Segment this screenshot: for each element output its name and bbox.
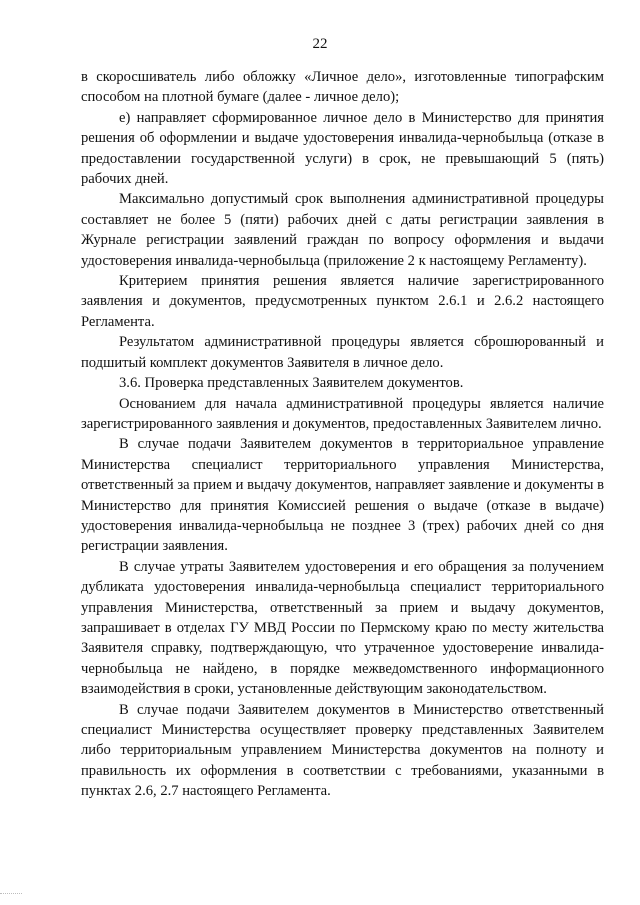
paragraph-7: В случае подачи Заявителем документов в территориальное управление Министерства специалист территориального управления Министерства, ответственный за прием и выдачу документов, направляет заявление и документы в Министерство для принятия Комиссией решения о выдаче (отказе в выдаче) удостоверения инвалида-чернобыльца не позднее 3 (трех) рабочих дней со дня регистрации заявления. xyxy=(81,436,604,555)
paragraph-4: Критерием принятия решения является наличие зарегистрированного заявления и документов, предусмотренных пунктом 2.6.1 и 2.6.2 настоящего Регламента. xyxy=(81,273,604,330)
scan-edge-mark xyxy=(0,893,22,895)
paragraph-6: Основанием для начала административной процедуры является наличие зарегистрированного заявления и документов, предоставленных Заявителем лично. xyxy=(81,395,604,432)
section-heading-3-6: 3.6. Проверка представленных Заявителем документов. xyxy=(119,375,464,392)
document-body xyxy=(81,67,604,802)
page-number: 22 xyxy=(312,36,328,52)
paragraph-8: В случае утраты Заявителем удостоверения и его обращения за получением дубликата удостоверения инвалида-чернобыльца специалист территориального управления Министерства, ответственный за прием и выдачу документов, запрашивает в отделах ГУ МВД России по Пермскому краю по месту жительства Заявителя справку, подтверждающую, что утраченное удостоверение инвалида-чернобыльца не найдено, в порядке межведомственного информационного взаимодействия в сроки, установленные действующим законодательством. xyxy=(81,558,604,698)
paragraph-1: в скоросшиватель либо обложку «Личное дело», изготовленные типографским способом на плотной бумаге (далее - личное дело); xyxy=(81,69,604,106)
paragraph-5: Результатом административной процедуры является сброшюрованный и подшитый комплект документов Заявителя в личное дело. xyxy=(81,334,604,371)
paragraph-3: Максимально допустимый срок выполнения административной процедуры составляет не более 5 (пяти) рабочих дней с даты регистрации заявления в Журнале регистрации заявлений граждан по вопросу оформления и выдачи удостоверения инвалида-чернобыльца (приложение 2 к настоящему Регламенту). xyxy=(81,191,604,269)
paragraph-2: е) направляет сформированное личное дело в Министерство для принятия решения об оформлении и выдаче удостоверения инвалида-чернобыльца (отказе в предоставлении государственной услуги) в срок, не превышающий 5 (пять) рабочих дней. xyxy=(81,109,604,188)
paragraph-9: В случае подачи Заявителем документов в Министерство ответственный специалист Министерства осуществляет проверку представленных Заявителем либо территориальным управлением Министерства документов на полноту и правильность их оформления в соответствии с требованиями, указанными в пунктах 2.6, 2.7 настоящего Регламента. xyxy=(81,701,604,800)
